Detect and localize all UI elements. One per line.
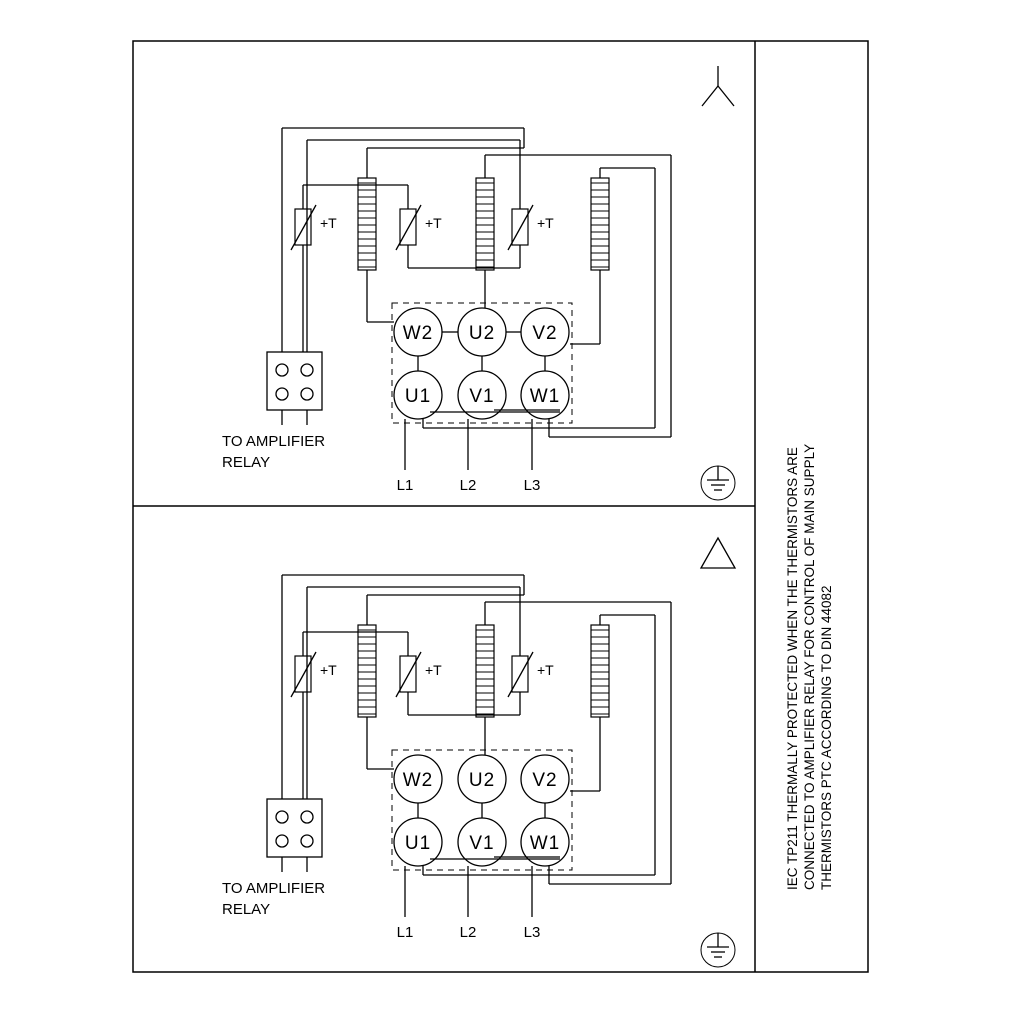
amplifier-text-line2-delta: RELAY [222, 901, 271, 918]
terminal-row-top-delta [394, 755, 569, 803]
side-note-line-1: IEC TP211 THERMALLY PROTECTED WHEN THE THERMISTORS ARE [785, 447, 800, 890]
terminal-label-v2: V2 [532, 323, 558, 344]
amplifier-terminal-block-delta [267, 799, 322, 872]
thermistor-label-3: +T [537, 215, 554, 231]
thermistor-3 [508, 195, 533, 258]
supply-label-l3: L3 [523, 477, 541, 494]
terminal-label-w1: W1 [529, 386, 561, 407]
thermistor-label-2: +T [425, 215, 442, 231]
terminal-label-u2-delta: U2 [468, 770, 496, 791]
supply-leads [397, 419, 541, 494]
amplifier-text-line1: TO AMPLIFIER [222, 433, 326, 450]
panel-delta [222, 538, 735, 967]
terminal-label-w1-delta: W1 [529, 833, 561, 854]
motor-coil-2-delta [476, 625, 494, 717]
thermistor-2 [396, 195, 421, 258]
side-note-line-3: THERMISTORS PTC ACCORDING TO DIN 44082 [819, 585, 834, 890]
terminal-label-v1: V1 [469, 386, 495, 407]
supply-label-l2: L2 [459, 477, 477, 494]
terminal-label-w2: W2 [402, 323, 434, 344]
supply-label-l1: L1 [396, 477, 414, 494]
terminal-label-u1-delta: U1 [404, 833, 432, 854]
thermistor-1-delta [291, 642, 316, 705]
motor-coil-3 [591, 178, 609, 270]
thermistor-label-3-delta: +T [537, 662, 554, 678]
thermistor-label-1-delta: +T [320, 662, 337, 678]
thermistor-label-2-delta: +T [425, 662, 442, 678]
supply-label-l2-delta: L2 [459, 924, 477, 941]
thermistor-2-delta [396, 642, 421, 705]
motor-coil-2 [476, 178, 494, 270]
terminal-label-w2-delta: W2 [402, 770, 434, 791]
terminal-label-u2: U2 [468, 323, 496, 344]
terminal-row-top [394, 308, 569, 356]
terminal-label-u1: U1 [404, 386, 432, 407]
amplifier-text-line1-delta: TO AMPLIFIER [222, 880, 326, 897]
supply-leads-delta [397, 866, 541, 941]
motor-coil-1 [358, 178, 376, 270]
delta-symbol-icon [701, 538, 735, 568]
motor-coil-1-delta [358, 625, 376, 717]
supply-label-l3-delta: L3 [523, 924, 541, 941]
panel-star [222, 66, 735, 500]
amplifier-text-line2: RELAY [222, 454, 271, 471]
thermistor-label-1: +T [320, 215, 337, 231]
terminal-label-v2-delta: V2 [532, 770, 558, 791]
supply-label-l1-delta: L1 [396, 924, 414, 941]
terminal-label-v1-delta: V1 [469, 833, 495, 854]
star-symbol-icon [702, 66, 734, 106]
earth-ground-icon [701, 466, 735, 500]
delta-bridge-wires [418, 803, 545, 818]
thermistor-1 [291, 195, 316, 258]
side-note-line-2: CONNECTED TO AMPLIFIER RELAY FOR CONTROL OF MAIN SUPPLY [802, 443, 817, 890]
thermistor-3-delta [508, 642, 533, 705]
amplifier-terminal-block [267, 352, 322, 425]
motor-coil-3-delta [591, 625, 609, 717]
earth-ground-icon-2 [701, 933, 735, 967]
